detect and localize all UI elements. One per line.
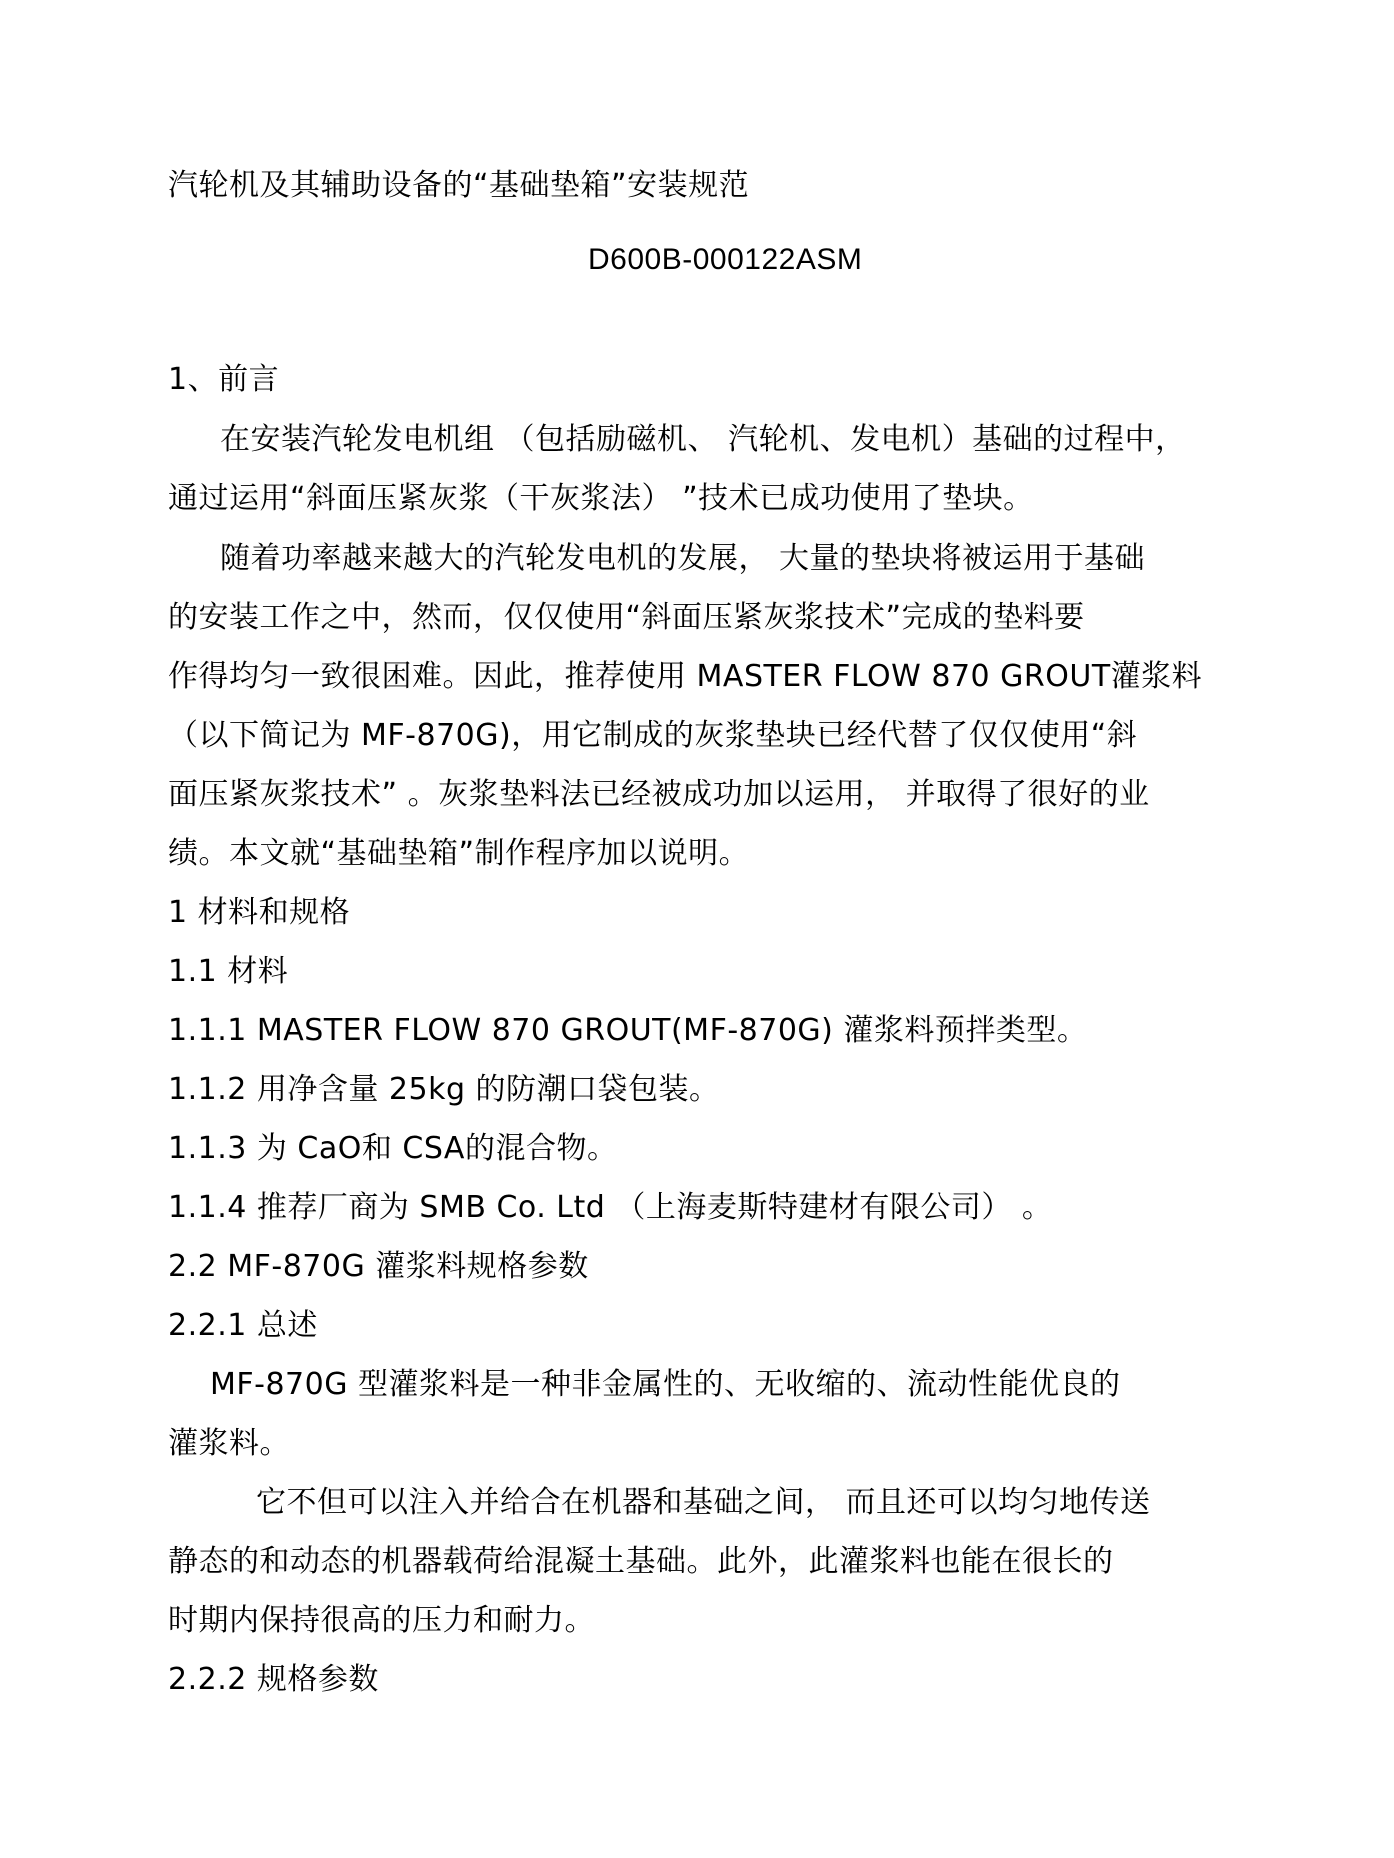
paragraph-line: 它不但可以注入并给合在机器和基础之间， 而且还可以均匀地传送 <box>256 1485 1151 1520</box>
paragraph-line: 的安装工作之中，然而，仅仅使用“斜面压紧灰浆技术”完成的垫料要 <box>168 600 1085 635</box>
paragraph-line: （以下简记为 MF-870G)，用它制成的灰浆垫块已经代替了仅仅使用“斜 <box>168 718 1138 753</box>
paragraph-line: 面压紧灰浆技术” 。灰浆垫料法已经被成功加以运用， 并取得了很好的业 <box>168 777 1150 812</box>
paragraph-line: 灌浆料。 <box>168 1426 290 1461</box>
document-title: 汽轮机及其辅助设备的“基础垫箱”安装规范 <box>168 168 750 203</box>
section-heading-materials: 1 材料和规格 <box>168 895 351 930</box>
paragraph-line: 静态的和动态的机器载荷给混凝土基础。此外，此灌浆料也能在很长的 <box>168 1544 1114 1579</box>
subsection-heading: 2.2.1 总述 <box>168 1308 318 1343</box>
paragraph-line: 随着功率越来越大的汽轮发电机的发展， 大量的垫块将被运用于基础 <box>220 541 1146 576</box>
list-item: 1.1.2 用净含量 25kg 的防潮口袋包装。 <box>168 1072 720 1107</box>
paragraph-line: 绩。本文就“基础垫箱”制作程序加以说明。 <box>168 836 750 871</box>
paragraph-line: 通过运用“斜面压紧灰浆（干灰浆法） ”技术已成功使用了垫块。 <box>168 481 1034 516</box>
subsection-heading: 2.2 MF-870G 灌浆料规格参数 <box>168 1249 589 1284</box>
section-heading-preface: 1、前言 <box>168 362 280 397</box>
document-code: D600B-000122ASM <box>588 243 863 276</box>
subsection-heading: 1.1 材料 <box>168 954 289 989</box>
paragraph-line: 在安装汽轮发电机组 （包括励磁机、 汽轮机、发电机）基础的过程中， <box>220 422 1186 457</box>
paragraph-line: MF-870G 型灌浆料是一种非金属性的、无收缩的、流动性能优良的 <box>210 1367 1121 1402</box>
list-item: 1.1.3 为 CaO和 CSA的混合物。 <box>168 1131 618 1166</box>
paragraph-line: 时期内保持很高的压力和耐力。 <box>168 1603 595 1638</box>
list-item: 1.1.4 推荐厂商为 SMB Co. Ltd （上海麦斯特建材有限公司） 。 <box>168 1190 1053 1225</box>
list-item: 1.1.1 MASTER FLOW 870 GROUT(MF-870G) 灌浆料预拌类型。 <box>168 1013 1088 1048</box>
subsection-heading: 2.2.2 规格参数 <box>168 1662 379 1697</box>
paragraph-line: 作得均匀一致很困难。因此，推荐使用 MASTER FLOW 870 GROUT灌浆料 <box>168 659 1203 694</box>
